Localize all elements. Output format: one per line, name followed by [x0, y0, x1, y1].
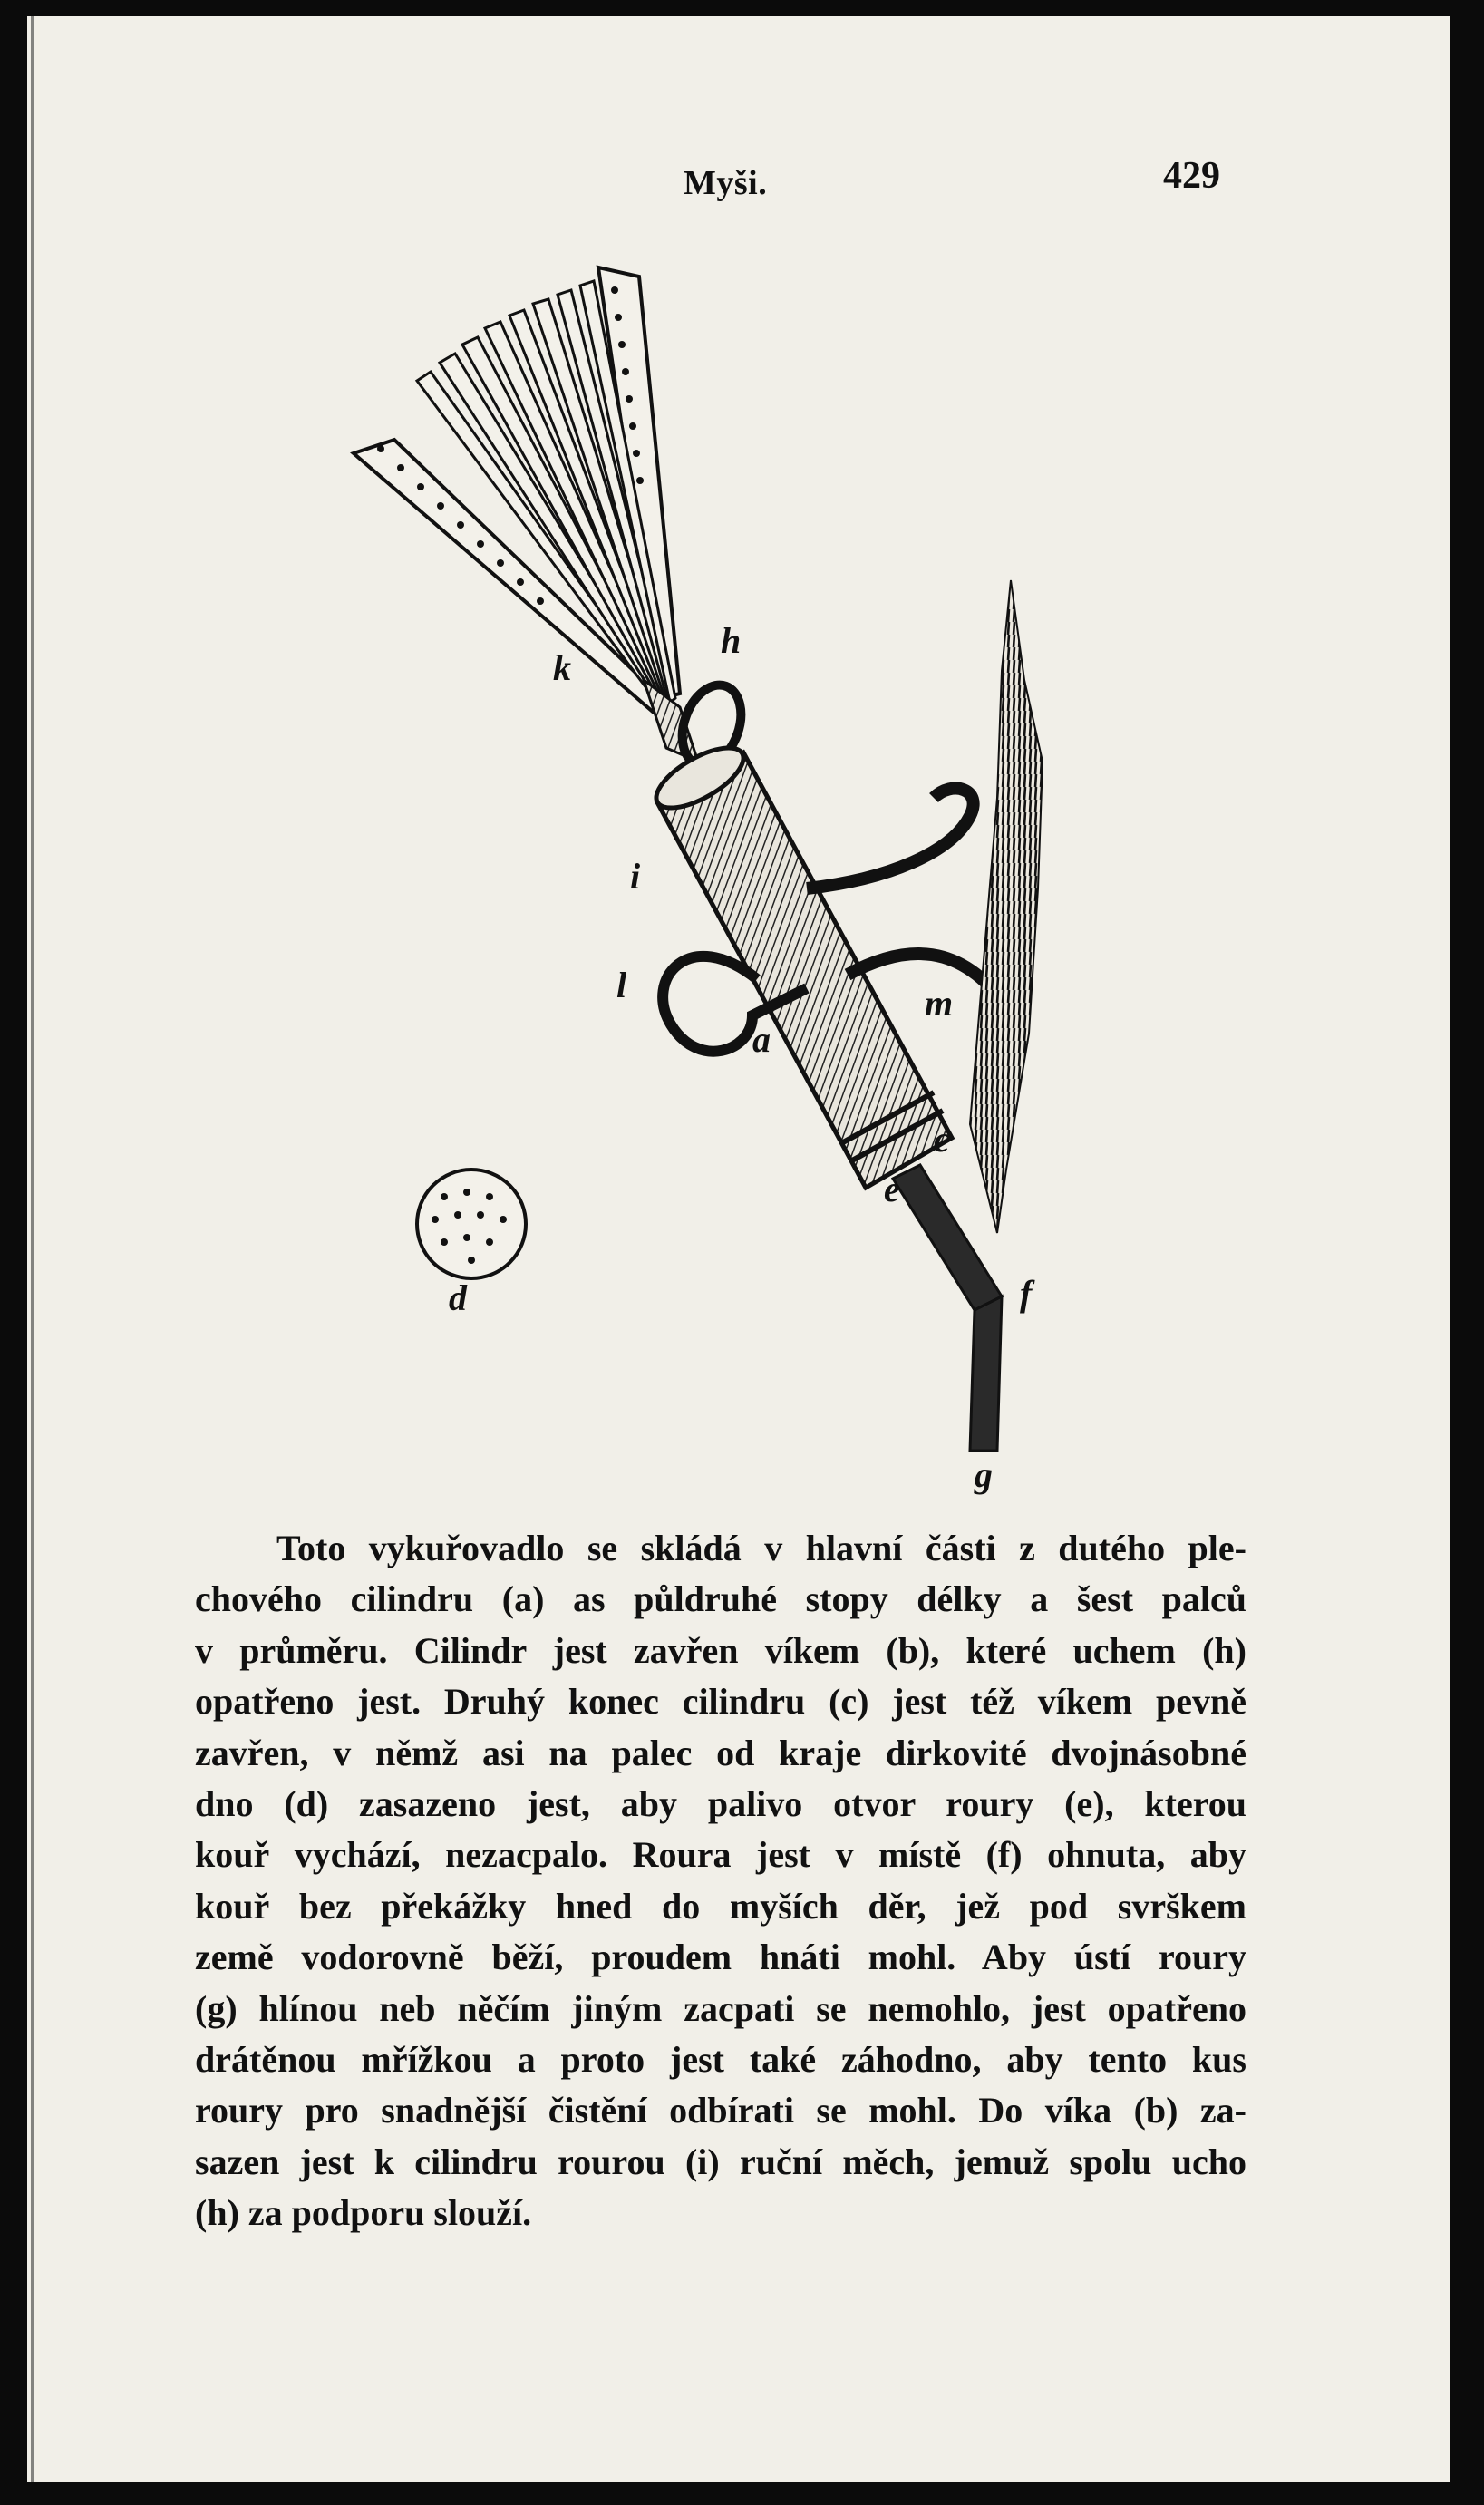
label-i: i	[630, 856, 641, 897]
scan-border-top	[0, 0, 1484, 16]
text-line: zavřen, v němž asi na palec od kraje dirkovité dvojnásobné	[195, 1732, 1246, 1773]
text-line: (g) hlínou neb něčím jiným zacpati se nemohlo, jest opatřeno	[195, 1987, 1246, 2029]
perforated-disc	[417, 1170, 526, 1278]
text-line: kouř vychází, nezacpalo. Roura jest v místě (f) ohnuta, aby	[195, 1834, 1246, 1876]
scan-border-right	[1450, 0, 1484, 2505]
page-number: 429	[1163, 155, 1220, 197]
text-line: roury pro snadnější čistění odbírati se mohl. Do víka (b) za-	[195, 2090, 1246, 2131]
text-line: chového cilindru (a) as půldruhé stopy délky a šest palců	[195, 1578, 1246, 1620]
label-g: g	[975, 1454, 993, 1495]
label-d: d	[449, 1277, 467, 1318]
body-paragraph	[195, 1523, 1246, 2239]
label-k: k	[553, 647, 571, 688]
text-line: sazen jest k cilindru rourou (i) ruční měch, jemuž spolu ucho	[195, 2141, 1246, 2182]
label-m: m	[925, 983, 954, 1024]
text-line: v průměru. Cilindr jest zavřen víkem (b), které uchem (h)	[195, 1629, 1246, 1671]
label-h: h	[721, 620, 742, 661]
pipe	[893, 1165, 1002, 1451]
fumigator-illustration	[299, 254, 1188, 1505]
label-a: a	[752, 1019, 771, 1060]
turf-wall	[970, 580, 1043, 1233]
label-c: c	[934, 1119, 950, 1160]
label-l: l	[616, 965, 627, 1005]
binding-edge	[31, 16, 34, 2482]
scan-border-bottom	[0, 2482, 1484, 2505]
text-line: drátěnou mřížkou a proto jest také záhodno, aby tento kus	[195, 2039, 1246, 2081]
scan-border-left	[0, 0, 27, 2505]
running-title: Myši.	[684, 164, 768, 202]
label-e: e	[884, 1169, 900, 1209]
text-line: Toto vykuřovadlo se skládá v hlavní části z dutého ple-	[276, 1528, 1246, 1568]
text-line: kouř bez překážky hned do myších děr, jež pod svrškem	[195, 1885, 1246, 1927]
text-line: země vodorovně běží, proudem hnáti mohl. Aby ústí roury	[195, 1937, 1246, 1978]
bellows	[354, 267, 698, 762]
text-line: dno (d) zasazeno jest, aby palivo otvor roury (e), kterou	[195, 1783, 1246, 1825]
label-f: f	[1020, 1273, 1033, 1314]
text-line: opatřeno jest. Druhý konec cilindru (c) jest též víkem pevně	[195, 1681, 1246, 1723]
text-line: (h) za podporu slouží.	[195, 2192, 532, 2234]
